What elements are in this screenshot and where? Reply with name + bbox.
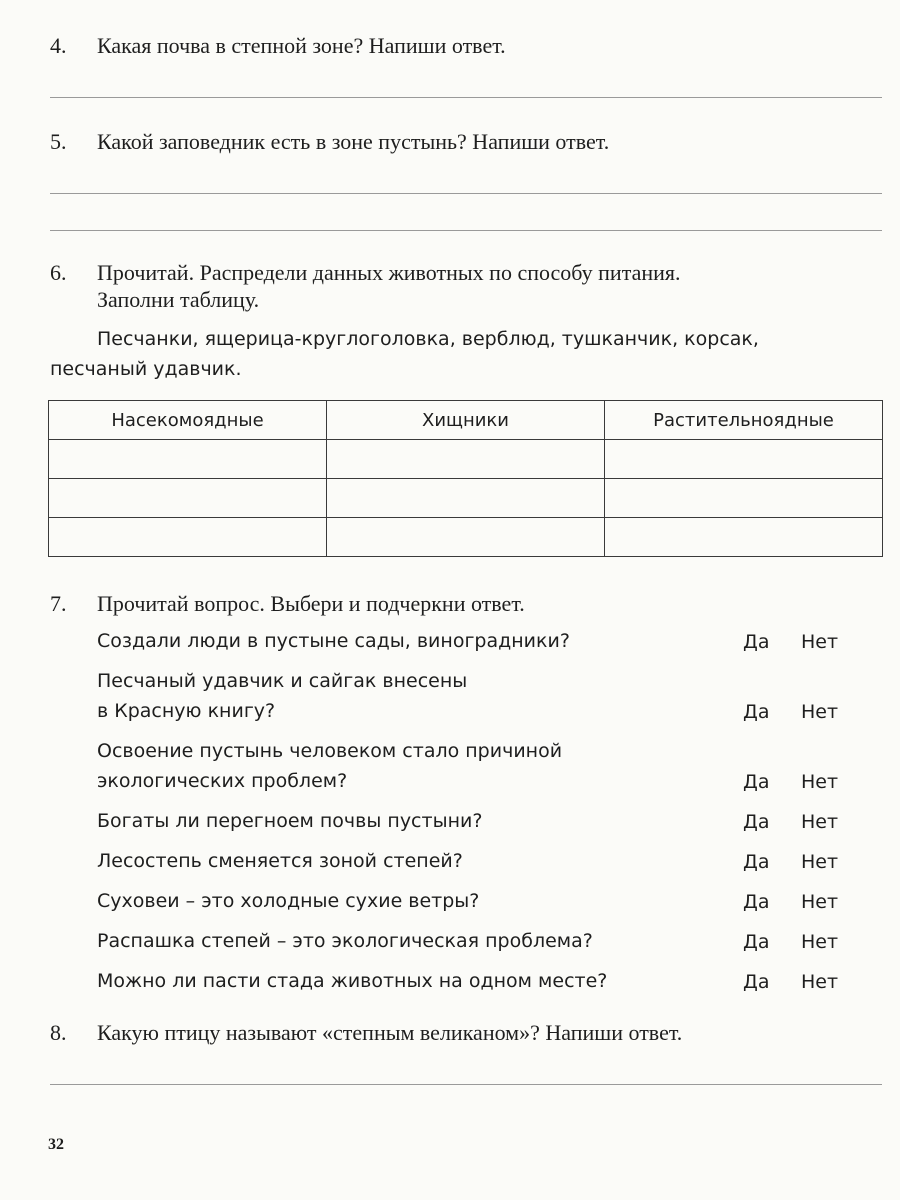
question-4-text: Какая почва в степной зоне? Напиши ответ. bbox=[97, 33, 506, 58]
yn-question-6: Суховеи – это холодные сухие ветры? bbox=[97, 890, 480, 912]
table-row bbox=[49, 479, 883, 518]
table-header-row bbox=[49, 401, 883, 440]
answer-no-6[interactable]: Нет bbox=[801, 891, 839, 913]
answer-yes-3[interactable]: Да bbox=[743, 771, 770, 793]
animal-list-line-1: Песчанки, ящерица-круглоголовка, верблюд, тушканчик, корсак, bbox=[97, 328, 759, 350]
answer-yes-2[interactable]: Да bbox=[743, 701, 770, 723]
table-cell[interactable] bbox=[49, 440, 327, 479]
header-insectivores: Насекомоядные bbox=[49, 401, 327, 440]
table-cell[interactable] bbox=[605, 440, 883, 479]
answer-line-q4[interactable] bbox=[50, 97, 882, 98]
answer-yes-8[interactable]: Да bbox=[743, 971, 770, 993]
answer-line-q5-2[interactable] bbox=[50, 230, 882, 231]
answer-line-q8[interactable] bbox=[50, 1084, 882, 1085]
yn-question-8: Можно ли пасти стада животных на одном месте? bbox=[97, 970, 608, 992]
answer-no-1[interactable]: Нет bbox=[801, 631, 839, 653]
question-7-number: 7. bbox=[50, 591, 67, 616]
question-6-number: 6. bbox=[50, 260, 67, 285]
table-cell[interactable] bbox=[605, 479, 883, 518]
answer-yes-1[interactable]: Да bbox=[743, 631, 770, 653]
question-5-text: Какой заповедник есть в зоне пустынь? Напиши ответ. bbox=[97, 129, 610, 154]
answer-no-4[interactable]: Нет bbox=[801, 811, 839, 833]
animal-list-line-2: песчаный удавчик. bbox=[50, 358, 242, 380]
question-5-number: 5. bbox=[50, 129, 67, 154]
table-cell[interactable] bbox=[49, 518, 327, 557]
feeding-table bbox=[48, 400, 883, 557]
table-row bbox=[49, 518, 883, 557]
answer-no-5[interactable]: Нет bbox=[801, 851, 839, 873]
question-8-text: Какую птицу называют «степным великаном»? Напиши ответ. bbox=[97, 1020, 683, 1045]
answer-line-q5-1[interactable] bbox=[50, 193, 882, 194]
question-6-text-line-1: Прочитай. Распредели данных животных по способу питания. bbox=[97, 260, 681, 285]
yn-question-3-line-1: Освоение пустынь человеком стало причиной bbox=[97, 740, 563, 762]
answer-no-7[interactable]: Нет bbox=[801, 931, 839, 953]
table-cell[interactable] bbox=[605, 518, 883, 557]
yn-question-4: Богаты ли перегноем почвы пустыни? bbox=[97, 810, 483, 832]
table-cell[interactable] bbox=[49, 479, 327, 518]
yn-question-5: Лесостепь сменяется зоной степей? bbox=[97, 850, 463, 872]
table-row bbox=[49, 440, 883, 479]
answer-yes-6[interactable]: Да bbox=[743, 891, 770, 913]
question-4-number: 4. bbox=[50, 33, 67, 58]
question-7-text: Прочитай вопрос. Выбери и подчеркни ответ. bbox=[97, 591, 525, 616]
yn-question-1: Создали люди в пустыне сады, виноградники? bbox=[97, 630, 570, 652]
header-predators: Хищники bbox=[327, 401, 605, 440]
header-herbivores: Растительноядные bbox=[605, 401, 883, 440]
yn-question-7: Распашка степей – это экологическая проблема? bbox=[97, 930, 593, 952]
question-8-number: 8. bbox=[50, 1020, 67, 1045]
yn-question-2-line-2: в Красную книгу? bbox=[97, 700, 276, 722]
question-6-text-line-2: Заполни таблицу. bbox=[97, 287, 260, 312]
table-cell[interactable] bbox=[327, 440, 605, 479]
yn-question-3-line-2: экологических проблем? bbox=[97, 770, 348, 792]
answer-no-2[interactable]: Нет bbox=[801, 701, 839, 723]
answer-no-8[interactable]: Нет bbox=[801, 971, 839, 993]
answer-yes-4[interactable]: Да bbox=[743, 811, 770, 833]
yn-question-2-line-1: Песчаный удавчик и сайгак внесены bbox=[97, 670, 468, 692]
table-cell[interactable] bbox=[327, 479, 605, 518]
page-number: 32 bbox=[48, 1136, 64, 1153]
answer-no-3[interactable]: Нет bbox=[801, 771, 839, 793]
answer-yes-7[interactable]: Да bbox=[743, 931, 770, 953]
table-cell[interactable] bbox=[327, 518, 605, 557]
answer-yes-5[interactable]: Да bbox=[743, 851, 770, 873]
